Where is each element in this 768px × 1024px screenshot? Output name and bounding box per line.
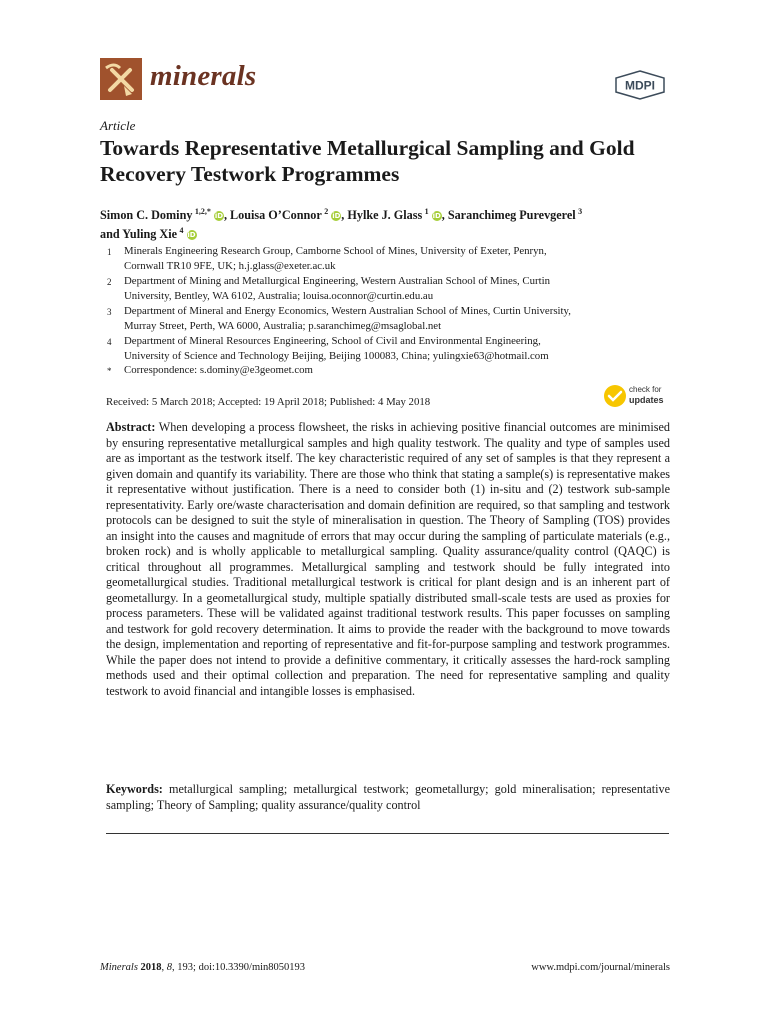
citation-footer: Minerals 2018, 8, 193; doi:10.3390/min8050193 xyxy=(100,962,306,973)
footer-journal: Minerals xyxy=(100,962,138,973)
affiliation-line: University, Bentley, WA 6102, Australia; louisa.oconnor@curtin.edu.au xyxy=(124,290,434,302)
orcid-icon[interactable]: iD xyxy=(187,231,196,240)
check-for-updates-line1: check for xyxy=(629,385,662,394)
affiliation-number: 2 xyxy=(107,277,112,287)
footer-volume: 8 xyxy=(166,962,173,973)
author-affiliation: 4 xyxy=(179,226,184,236)
check-for-updates-line2: updates xyxy=(629,395,664,405)
author-affiliation: 1,2,* xyxy=(194,207,211,216)
keywords xyxy=(106,782,670,813)
journal-name: minerals xyxy=(150,60,257,92)
correspondence-line: Correspondence: s.dominy@e3geomet.com xyxy=(124,364,313,376)
affiliation xyxy=(124,304,664,334)
footer-year: 2018 xyxy=(140,962,162,973)
mdpi-logo-text: MDPI xyxy=(625,78,655,93)
affiliation-number: 3 xyxy=(107,307,112,317)
author-list: Simon C. Dominy $^{1,2,*}$ iD, Louisa O’Connor $^2$ iD, Hylke J. Glass $^1$ iD, Saranchimeg Purevgerel $^3$ and Yuling Xie $^4$ iD xyxy=(100,207,583,242)
section-divider xyxy=(106,833,669,834)
affiliation-number: * xyxy=(107,366,112,376)
abstract-label: Abstract: xyxy=(106,420,156,434)
affiliation xyxy=(124,274,664,304)
mdpi-logo xyxy=(614,70,666,100)
author-name: Yuling Xie xyxy=(122,227,177,242)
pickaxe-icon xyxy=(100,58,142,100)
affiliation-number: 4 xyxy=(107,337,112,347)
keywords-text: metallurgical sampling; metallurgical testwork; geometallurgy; gold mineralisation; representative sampling; Theory of Sampling; quality assurance/quality control xyxy=(106,782,670,812)
author-affiliation: 2 xyxy=(324,207,329,216)
check-for-updates-label[interactable] xyxy=(629,385,664,405)
affiliation-number: 1 xyxy=(107,247,112,257)
footer-doi: , 193; doi:10.3390/min8050193 xyxy=(172,962,306,973)
abstract-text: When developing a process flowsheet, the risks in achieving positive financial outcomes are minimised by ensuring representative metallurgical samples and high quality testwork. The quality and type of samples used are as important as the testwork itself. The key characteristic required of any set of samples is that they represent a given domain and quantify its variability. There are those who think that stating a sample(s) is representative makes it representative without justification. There is a need to consider both (1) in-situ and (2) testwork sub-sample representativity. Early ore/waste characterisation and domain definition are required, so that sampling and testwork protocols can be designed to suit the style of mineralisation in question. The Theory of Sampling (TOS) provides an insight into the causes and magnitude of errors that may occur during the sampling of particulate materials (e.g., broken rock) and is wholly applicable to metallurgical sampling. Quality assurance/quality control (QAQC) is critical throughout all programmes. Metallurgical sampling and testwork should be fully integrated into geometallurgical studies. Traditional metallurgical testwork is critical for plant design and is an inherent part of geometallurgy. In a geometallurgical study, multiple spatially distributed small-scale tests are used as proxies for process parameters. These will be validated against traditional testwork results. This paper focusses on sampling and testwork for gold recovery determination. It aims to provide the reader with the background to move towards the design, implementation and reporting of representative and fit-for-purpose sampling and testwork programmes. While the paper does not intend to provide a definitive commentary, it critically assesses the hard-rock sampling methods used and their optimal collection and preparation. The need for representative sampling and quality testwork to avoid financial and intangible losses is emphasised. xyxy=(106,420,670,698)
affiliation-line: Cornwall TR10 9FE, UK; h.j.glass@exeter.ac.uk xyxy=(124,260,336,272)
author-affiliation: 3 xyxy=(578,207,583,216)
journal-url-link[interactable]: www.mdpi.com/journal/minerals xyxy=(531,962,670,973)
keywords-label: Keywords: xyxy=(106,782,163,796)
journal-logo xyxy=(100,58,142,100)
orcid-icon[interactable]: iD xyxy=(432,212,441,221)
author-name: Saranchimeg Purevgerel xyxy=(447,208,576,223)
affiliation xyxy=(124,244,664,274)
article-type: Article xyxy=(100,118,136,133)
affiliation-line: Department of Mineral and Energy Economics, Western Australian School of Mines, Curtin University, xyxy=(124,305,571,317)
affiliation-line: University of Science and Technology Beijing, Beijing 100083, China; yulingxie63@hotmail.com xyxy=(124,350,549,362)
article-title: Towards Representative Metallurgical Sampling and Gold Recovery Testwork Programmes xyxy=(100,136,635,186)
affiliation-line: Department of Mineral Resources Engineering, School of Civil and Environmental Engineering, xyxy=(124,335,541,347)
author-name: Simon C. Dominy xyxy=(100,208,193,223)
author-affiliation: 1 xyxy=(424,207,429,216)
affiliation-line: Minerals Engineering Research Group, Camborne School of Mines, University of Exeter, Penryn, xyxy=(124,245,547,257)
orcid-icon[interactable]: iD xyxy=(332,212,341,221)
affiliation-line: Murray Street, Perth, WA 6000, Australia; p.saranchimeg@msaglobal.net xyxy=(124,320,442,332)
author-name: Hylke J. Glass xyxy=(347,208,423,223)
affiliation-line: Department of Mining and Metallurgical Engineering, Western Australian School of Mines, Curtin xyxy=(124,275,551,287)
check-icon xyxy=(603,384,627,408)
orcid-icon[interactable]: iD xyxy=(214,212,224,221)
correspondence xyxy=(124,363,664,378)
publication-dates: Received: 5 March 2018; Accepted: 19 April 2018; Published: 4 May 2018 xyxy=(106,396,431,408)
author-name: Louisa O’Connor xyxy=(230,208,322,223)
abstract xyxy=(106,420,670,699)
affiliation xyxy=(124,334,664,364)
